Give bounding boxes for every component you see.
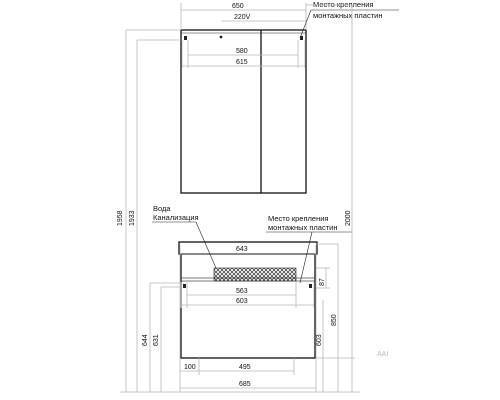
vanity-width-dims — [180, 246, 316, 388]
dim-87: 87 — [319, 278, 326, 286]
left-height-dims — [117, 30, 181, 392]
dim-603-vertical: 603 — [316, 334, 323, 346]
vanity-connection-zone — [214, 268, 296, 281]
dim-615: 615 — [236, 59, 248, 66]
cabinet-width-dims — [181, 3, 306, 66]
water-note-line2: Канализация — [153, 213, 199, 222]
dim-1958: 1958 — [117, 210, 124, 226]
cabinet-note-line1: Место крепления — [313, 0, 374, 9]
dim-650: 650 — [232, 3, 244, 10]
vanity-top — [179, 242, 317, 254]
dim-220v: 220V — [234, 14, 251, 21]
vanity-mount-plate-right — [309, 284, 312, 288]
cabinet-note-line2: монтажных пластин — [313, 11, 383, 20]
cabinet-socket — [220, 36, 223, 39]
water-note-line1: Вода — [153, 204, 171, 213]
dim-603: 603 — [236, 298, 248, 305]
dim-2000: 2000 — [345, 210, 352, 226]
dim-643: 643 — [236, 246, 248, 253]
right-height-dims — [306, 5, 352, 392]
dim-631: 631 — [153, 334, 160, 346]
dim-100: 100 — [184, 364, 196, 371]
vanity-extension-lines — [180, 245, 355, 392]
cabinet-mount-plate-left — [184, 36, 187, 40]
watermark: AAI — [377, 351, 389, 358]
cabinet-mount-note — [300, 0, 399, 38]
dim-1933: 1933 — [129, 210, 136, 226]
dim-685: 685 — [239, 381, 251, 388]
vanity-mount-plate-left — [183, 284, 186, 288]
dim-580: 580 — [236, 48, 248, 55]
vanity-note-line1: Место крепления — [268, 214, 329, 223]
dim-495: 495 — [239, 364, 251, 371]
dim-644: 644 — [142, 334, 149, 346]
vanity-note-line2: монтажных пластин — [268, 223, 338, 232]
plate-height-dim — [319, 268, 326, 288]
water-note — [152, 204, 216, 268]
dim-850: 850 — [331, 314, 338, 326]
dim-563: 563 — [236, 288, 248, 295]
